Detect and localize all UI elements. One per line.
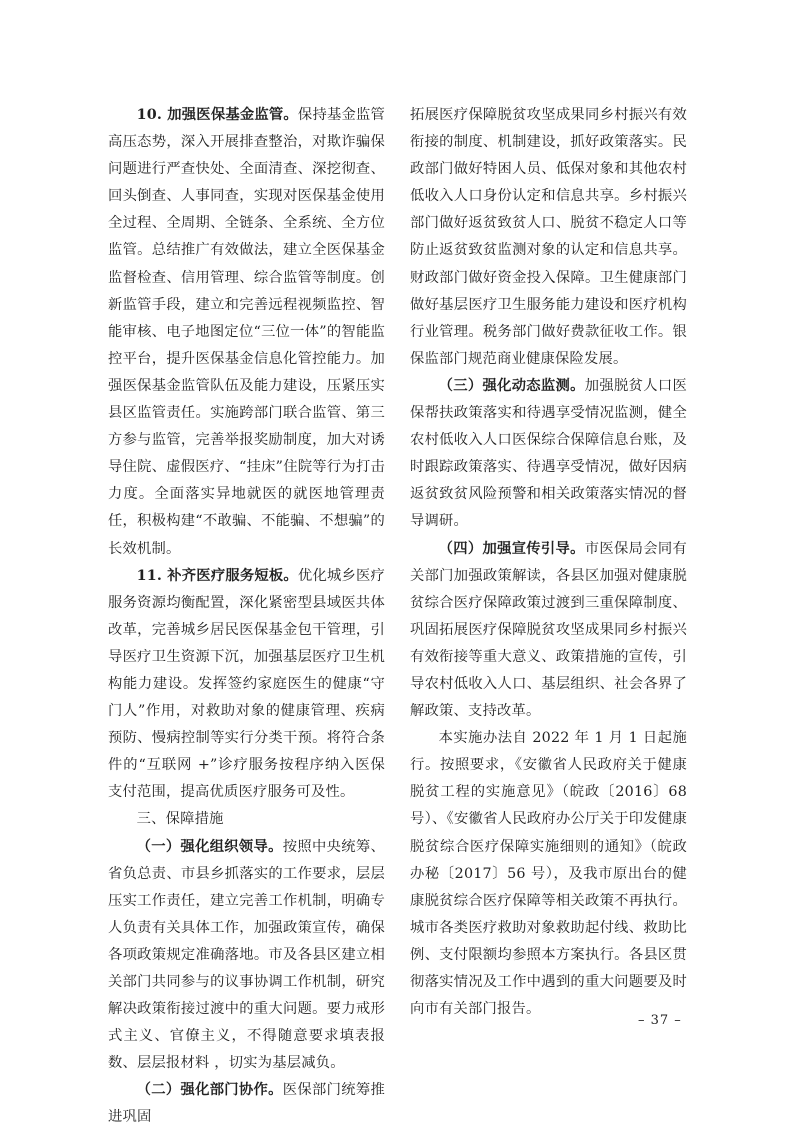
paragraph-10	[108, 102, 385, 563]
measure-text: 市医保局会同有关部门加强政策解读，各县区加强对健康脱贫综合医疗保障政策过渡到三重保障制度、巩固拓展医疗保障脱贫攻坚成果同乡村振兴有效衔接等重大意义、政策措施的宣传，引导农村低收入人口、基层组织、社会各界了解政策、支持改革。	[410, 540, 688, 720]
measure-heading: （三）强化动态监测。	[438, 377, 585, 394]
left-column	[108, 102, 385, 1132]
section-heading: 三、保障措施	[136, 811, 224, 828]
measure-2	[108, 1077, 385, 1131]
measure-1	[108, 834, 385, 1078]
closing-paragraph: 本实施办法自 2022 年 1 月 1 日起施行。按照要求，《安徽省人民政府关于健康脱贫工程的实施意见》（皖政〔2016〕68 号）、《安徽省人民政府办公厅关于印发健康脱贫综合医疗保障实施细则的通知》（皖政办秘〔2017〕56 号），及我市原出台的健康脱贫综合医疗保障等相关政策不再执行。城市各类医疗救助对象救助起付线、救助比例、支付限额均参照本方案执行。各县区贯彻落实情况及工作中遇到的重大问题要及时向市有关部门报告。	[410, 730, 687, 1018]
paragraph-text: 保持基金监管高压态势，深入开展排查整治，对欺诈骗保问题进行严查快处、全面清查、深挖彻查、回头倒查、人事同查，实现对医保基金使用全过程、全周期、全链条、全系统、全方位监管。总结推广有效做法，建立全医保基金监督检查、信用管理、综合监管等制度。创新监管手段，建立和完善远程视频监控、智能审核、电子地图定位“三位一体”的智能监控平台，提升医保基金信息化管控能力。加强医保基金监管队伍及能力建设，压紧压实县区监管责任。实施跨部门联合监管、第三方参与监管，完善举报奖励制度，加大对诱导住院、虚假医疗、“挂床”住院等行为打击力度。全面落实异地就医的就医地管理责任，积极构建“不敢骗、不能骗、不想骗”的长效机制。	[108, 107, 386, 557]
measure-text: 按照中央统筹、省负总责、市县乡抓落实的工作要求，层层压实工作责任，建立完善工作机制，明确专人负责有关具体工作，加强政策宣传，确保各项政策规定准确落地。市及各县区建立相关部门共同参与的议事协调工作机制，研究解决政策衔接过渡中的重大问题。要力戒形式主义、官僚主义，不得随意要求填表报数、层层报材料 ，切实为基层减负。	[108, 838, 386, 1072]
measure-heading: （四）加强宣传引导。	[438, 540, 585, 557]
measure-text: 医保部门统筹推进巩固	[108, 1082, 386, 1126]
right-column	[410, 102, 687, 1023]
measure-4	[410, 536, 687, 726]
page-number: – 37 –	[638, 1013, 682, 1028]
paragraph-11	[108, 563, 385, 807]
measure-2-continued: 拓展医疗保障脱贫攻坚成果同乡村振兴有效衔接的制度、机制建设，抓好政策落实。民政部门做好特困人员、低保对象和其他农村低收入人口身份认定和信息共享。乡村振兴部门做好返贫致贫人口、脱贫不稳定人口等防止返贫致贫监测对象的认定和信息共享。财政部门做好资金投入保障。卫生健康部门做好基层医疗卫生服务能力建设和医疗机构行业管理。税务部门做好费款征收工作。银保监部门规范商业健康保险发展。	[410, 107, 687, 367]
measure-3	[410, 373, 687, 536]
measure-heading: （二）强化部门协作。	[136, 1082, 283, 1099]
paragraph-heading: 11. 补齐医疗服务短板。	[136, 567, 298, 584]
measure-heading: （一）强化组织领导。	[136, 838, 283, 855]
measure-text: 加强脱贫人口医保帮扶政策落实和待遇享受情况监测，健全农村低收入人口医保综合保障信息台账，及时跟踪政策落实、待遇享受情况，做好因病返贫致贫风险预警和相关政策落实情况的督导调研。	[410, 377, 688, 530]
paragraph-heading: 10. 加强医保基金监管。	[136, 107, 298, 123]
paragraph-text: 优化城乡医疗服务资源均衡配置，深化紧密型县域医共体改革，完善城乡居民医保基金包干管理，引导医疗卫生资源下沉，加强基层医疗卫生机构能力建设。发挥签约家庭医生的健康“守门人”作用，对救助对象的健康管理、疾病预防、慢病控制等实行分类干预。将符合条件的“互联网 +”诊疗服务按程序纳入医保支付范围，提高优质医疗服务可及性。	[108, 567, 386, 801]
